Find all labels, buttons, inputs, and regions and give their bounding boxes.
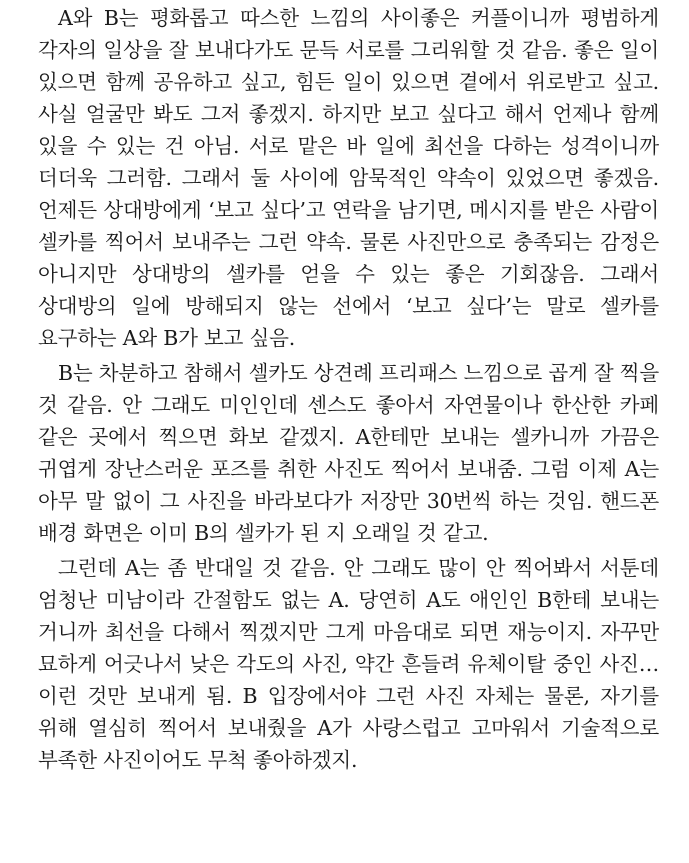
paragraph-1: A와 B는 평화롭고 따스한 느낌의 사이좋은 커플이니까 평범하게 각자의 일상을 잘 보내다가도 문득 서로를 그리워할 것 같음. 좋은 일이 있으면 함께 공유하고 싶고, 힘든 일이 있으면 곁에서 위로받고 싶고. 사실 얼굴만 봐도 그저 좋겠지. 하지만 보고 싶다고 해서 언제나 함께 있을 수 있는 건 아님. 서로 맡은 바 일에 최선을 다하는 성격이니까 더더욱 그러함. 그래서 둘 사이에 암묵적인 약속이 있었으면 좋겠음. 언제든 상대방에게 ‘보고 싶다’고 연락을 남기면, 메시지를 받은 사람이 셀카를 찍어서 보내주는 그런 약속. 물론 사진만으로 충족되는 감정은 아니지만 상대방의 셀카를 얻을 수 있는 좋은 기회잖음. 그래서 상대방의 일에 방해되지 않는 선에서 ‘보고 싶다’는 말로 셀카를 요구하는 A와 B가 보고 싶음. bbox=[38, 6, 659, 350]
paragraph-3: 그런데 A는 좀 반대일 것 같음. 안 그래도 많이 안 찍어봐서 서툰데 엄청난 미남이라 간절함도 없는 A. 당연히 A도 애인인 B한테 보내는 거니까 최선을 다해서 찍겠지만 그게 마음대로 되면 재능이지. 자꾸만 묘하게 어긋나서 낮은 각도의 사진, 약간 흔들려 유체이탈 중인 사진… 이런 것만 보내게 됨. B 입장에서야 그런 사진 자체는 물론, 자기를 위해 열심히 찍어서 보내줬을 A가 사랑스럽고 고마워서 기술적으로 부족한 사진이어도 무척 좋아하겠지. bbox=[38, 556, 659, 772]
paragraph-2: B는 차분하고 참해서 셀카도 상견례 프리패스 느낌으로 곱게 잘 찍을 것 같음. 안 그래도 미인인데 센스도 좋아서 자연물이나 한산한 카페 같은 곳에서 찍으면 화보 같겠지. A한테만 보내는 셀카니까 가끔은 귀엽게 장난스러운 포즈를 취한 사진도 찍어서 보내줌. 그럼 이제 A는 아무 말 없이 그 사진을 바라보다가 저장만 30번씩 하는 것임. 핸드폰 배경 화면은 이미 B의 셀카가 된 지 오래일 것 같고. bbox=[38, 361, 659, 545]
